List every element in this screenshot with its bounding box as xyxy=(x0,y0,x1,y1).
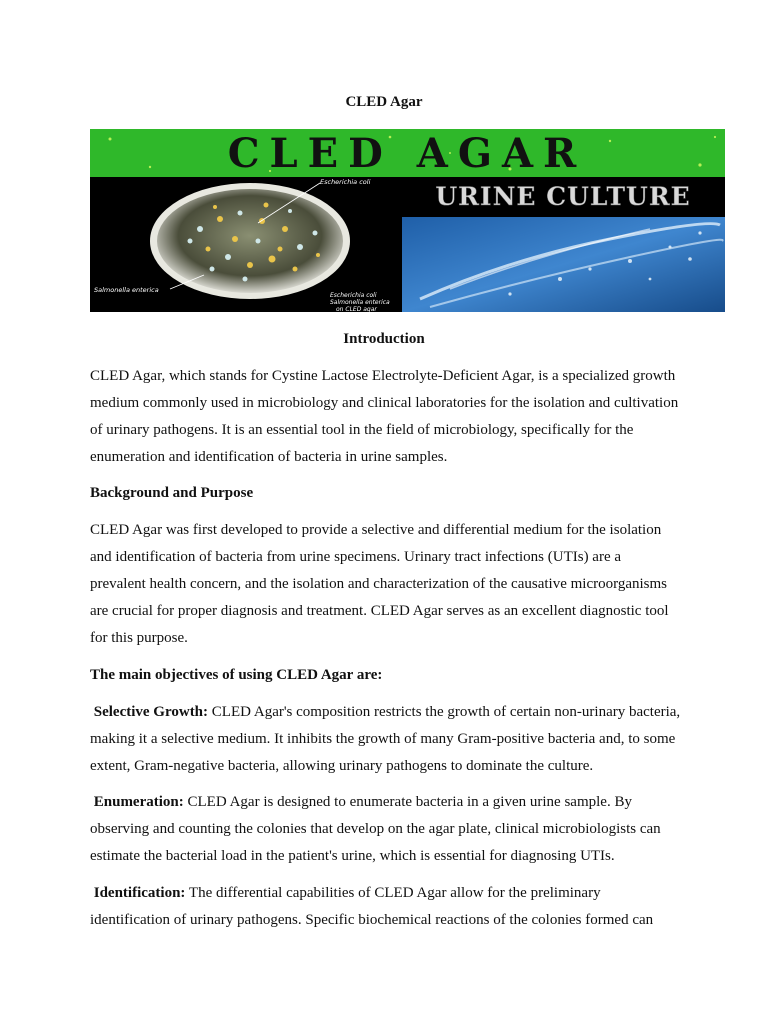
label-e-coli: Escherichia coli xyxy=(320,178,371,186)
objective-selective-growth xyxy=(90,699,685,780)
banner-graphic xyxy=(90,129,725,312)
objective-enumeration xyxy=(90,789,680,870)
label-bottom-2: Salmonella enterica xyxy=(330,299,390,306)
objective-label: Enumeration: xyxy=(93,794,184,810)
label-bottom-1: Escherichia coli xyxy=(330,292,377,299)
label-bottom-3: on CLED agar xyxy=(336,306,377,312)
cled-agar-banner-image xyxy=(90,129,725,312)
objective-label: Identification: xyxy=(93,885,186,901)
objective-text: CLED Agar is designed to enumerate bacteria in a given urine sample. By observing and counting the colonies that develop on the agar plate, clinical microbiologists can estimate the bacterial load in the patient's urine, which is essential for diagnosing UTIs. xyxy=(90,794,661,864)
background-paragraph: CLED Agar was first developed to provide a selective and differential medium for the isolation and identification of bacteria from urine specimens. Urinary tract infections (UTIs) are a prevalent health concern, and the isolation and characterization of the causative microorganisms are crucial for proper diagnosis and treatment. CLED Agar serves as an excellent diagnostic tool for this purpose. xyxy=(90,522,669,646)
objective-identification xyxy=(90,880,680,934)
intro-paragraph: CLED Agar, which stands for Cystine Lactose Electrolyte-Deficient Agar, is a specialized growth medium commonly used in microbiology and clinical laboratories for the isolation and cultivation of urinary pathogens. It is an essential tool in the field of microbiology, specifically for the enumeration and identification of bacteria in urine samples. xyxy=(90,368,679,465)
intro-heading: Introduction xyxy=(343,331,425,347)
petri-dish-agar xyxy=(157,189,343,293)
document-title: CLED Agar xyxy=(345,94,423,110)
banner-subtitle-text: URINE CULTURE xyxy=(435,182,691,211)
blue-culture-plate xyxy=(402,217,725,312)
objective-text: The differential capabilities of CLED Agar allow for the preliminary identification of urinary pathogens. Specific biochemical reactions of the colonies formed can xyxy=(90,885,654,928)
banner-title-text: CLED AGAR xyxy=(227,130,587,177)
objective-label: Selective Growth: xyxy=(93,704,209,720)
objectives-heading: The main objectives of using CLED Agar are: xyxy=(90,667,383,683)
background-heading: Background and Purpose xyxy=(90,485,254,501)
objective-text: CLED Agar's composition restricts the growth of certain non-urinary bacteria, making it a selective medium. It inhibits the growth of many Gram-positive bacteria and, to some extent, Gram-negative bacteria, allowing urinary pathogens to dominate the culture. xyxy=(90,704,681,774)
label-salmonella: Salmonella enterica xyxy=(94,286,159,294)
